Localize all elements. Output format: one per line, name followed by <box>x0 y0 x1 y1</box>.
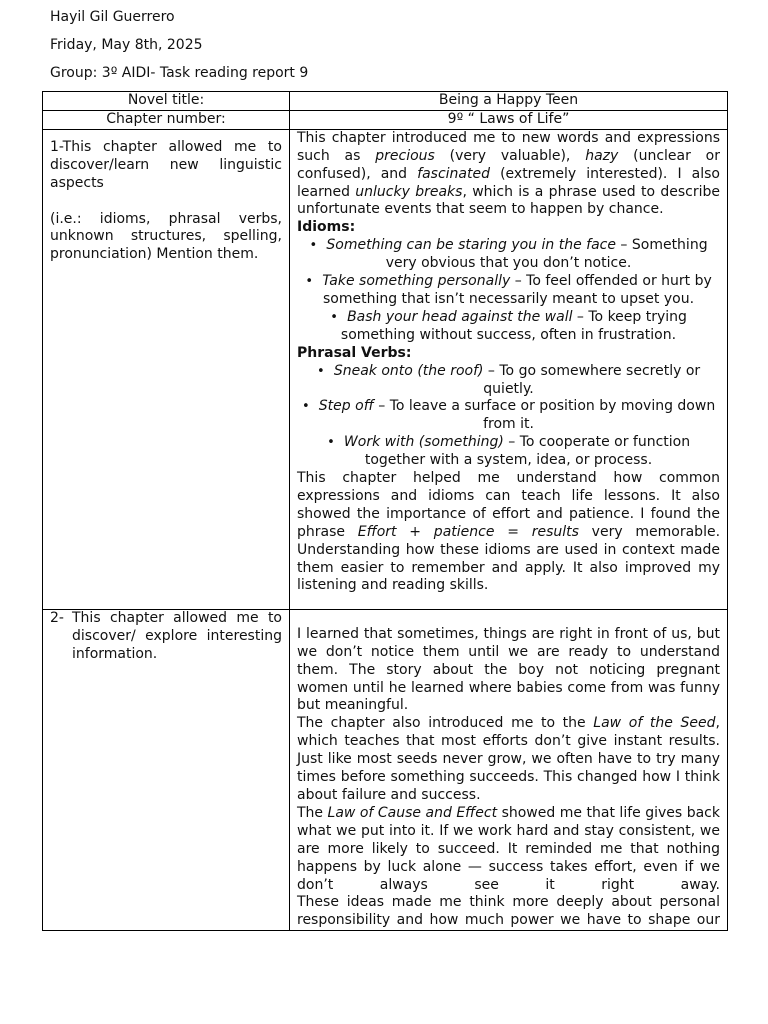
bullet-icon: • <box>305 274 314 290</box>
novel-title-value: Being a Happy Teen <box>290 92 728 111</box>
list-item: • Bash your head against the wall – To keep trying something without success, often in frustration. <box>330 308 687 343</box>
information-prompt-cell <box>43 609 290 930</box>
document-header <box>50 3 308 87</box>
linguistic-examples-prompt: (i.e.: idioms, phrasal verbs, unknown structures, spelling, pronunciation) Mention them. <box>50 210 282 263</box>
interesting-information-row <box>43 609 728 930</box>
bullet-icon: • <box>309 238 318 254</box>
bullet-icon: • <box>330 309 338 325</box>
linguistic-answer-cell <box>290 129 728 609</box>
law-of-seed-paragraph: The chapter also introduced me to the Law of the Seed, which teaches that most efforts don’t give instant results. Just like most seeds never grow, we often have to try many times before something succeeds. This changed how I think about failure and success. <box>297 715 720 803</box>
group-line: Group: 3º AIDI- Task reading report 9 <box>50 65 309 81</box>
cause-effect-paragraph: The Law of Cause and Effect showed me that life gives back what we put into it. If we work hard and stay consistent, we are more likely to succeed. It reminded me that nothing happens by luck alone — success takes effort, even if we don’t always see it right away. <box>297 804 720 893</box>
linguistic-prompt-cell <box>43 129 290 609</box>
information-answer-cell <box>290 609 728 930</box>
responsibility-paragraph: These ideas made me think more deeply about personal responsibility and how much power we have to shape our <box>297 894 720 929</box>
list-item: • Take something personally – To feel offended or hurt by something that isn’t necessarily meant to upset you. <box>305 273 712 307</box>
bullet-icon: • <box>301 399 310 415</box>
phrasal-verbs-list <box>297 363 720 470</box>
bullet-icon: • <box>327 435 335 451</box>
noticing-paragraph: I learned that sometimes, things are right in front of us, but we don’t notice them until we are ready to understand them. The story about the boy not noticing pregnant women until he learned where babies come from was funny but meaningful. <box>297 625 720 714</box>
information-prompt: 2- This chapter allowed me to discover/ explore interesting information. <box>50 609 282 662</box>
chapter-number-label: Chapter number: <box>43 110 290 129</box>
list-item: • Sneak onto (the roof) – To go somewhere secretly or quietly. <box>317 362 701 397</box>
list-item: • Step off – To leave a surface or position by moving down from it. <box>301 398 716 433</box>
chapter-number-row <box>43 110 728 129</box>
chapter-number-value: 9º “ Laws of Life” <box>290 110 728 129</box>
vocabulary-paragraph: This chapter introduced me to new words and expressions such as precious (very valuable), hazy (unclear or confused), and fascinated (extremely interested). I also learned unlucky breaks, which is a phrase used to describe unfortunate events that seem to happen by chance. <box>297 129 720 218</box>
novel-title-row <box>43 92 728 111</box>
bullet-icon: • <box>317 363 325 379</box>
reflection-paragraph: This chapter helped me understand how common expressions and idioms can teach life lessons. It also showed the importance of effort and patience. I found the phrase Effort + patience = results very memorable. Understanding how these idioms are used in context made them easier to remember and apply. It also improved my listening and reading skills. <box>297 470 721 594</box>
student-name: Hayil Gil Guerrero <box>50 9 175 25</box>
linguistic-aspects-row <box>43 129 728 609</box>
linguistic-prompt: 1-This chapter allowed me to discover/learn new linguistic aspects <box>50 138 282 191</box>
list-item: • Something can be staring you in the face – Something very obvious that you don’t notice. <box>309 237 708 272</box>
phrasal-verbs-heading: Phrasal Verbs: <box>297 344 412 361</box>
list-item: • Work with (something) – To cooperate or function together with a system, idea, or process. <box>327 434 691 469</box>
idioms-heading: Idioms: <box>297 219 356 236</box>
report-date: Friday, May 8th, 2025 <box>50 37 203 53</box>
idioms-list <box>297 237 720 344</box>
reading-report-table <box>42 91 728 931</box>
novel-title-label: Novel title: <box>43 92 290 111</box>
